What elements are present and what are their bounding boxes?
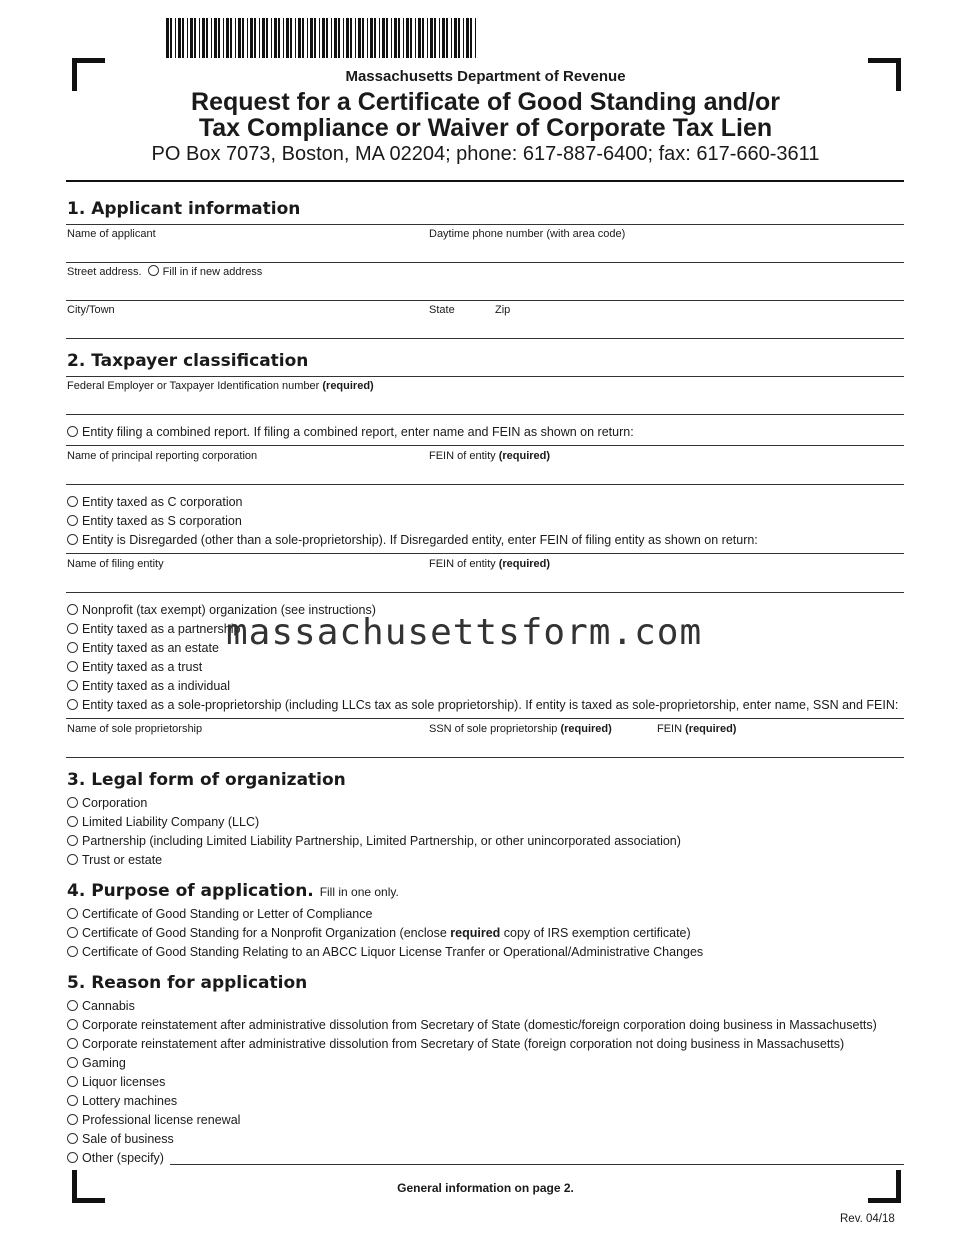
radio-icon[interactable] [67, 1000, 78, 1011]
fein-field[interactable] [66, 414, 904, 415]
rule [66, 376, 904, 377]
state-label: State [429, 304, 455, 316]
fein-entity-label [429, 450, 550, 462]
option-label: Lottery machines [82, 1094, 178, 1108]
radio-icon[interactable] [67, 642, 78, 653]
reason-reinstatement-domestic[interactable] [67, 1018, 877, 1032]
combined-report-option[interactable] [67, 425, 634, 439]
principal-corp-label: Name of principal reporting corporation [67, 450, 258, 462]
barcode-bar [463, 18, 464, 58]
barcode-bar [314, 18, 316, 58]
daytime-phone-label: Daytime phone number (with area code) [429, 228, 626, 240]
barcode-bar [458, 18, 460, 58]
barcode-bar [367, 18, 368, 58]
option-label: Corporate reinstatement after administrative dissolution from Secretary of State (foreign corporation not doing business in Massachusetts) [82, 1037, 845, 1051]
barcode-bar [326, 18, 328, 58]
s-corp-option[interactable] [67, 514, 242, 528]
applicant-name-label: Name of applicant [67, 228, 156, 240]
barcode-bar [266, 18, 268, 58]
ssn-label-text: SSN of sole proprietorship [429, 723, 558, 735]
option-label: Entity taxed as a sole-proprietorship (including LLCs tax as sole proprietorship). If entity is taxed as sole-proprietorship, enter name, SSN and FEIN: [82, 698, 899, 712]
barcode-bar [218, 18, 220, 58]
barcode-bar [350, 18, 352, 58]
barcode-bar [398, 18, 400, 58]
barcode-bar [214, 18, 217, 58]
principal-corp-field[interactable] [66, 484, 904, 485]
section4-heading [67, 881, 399, 901]
radio-icon[interactable] [67, 1114, 78, 1125]
legal-form-corporation[interactable] [67, 796, 147, 810]
reason-cannabis[interactable] [67, 999, 135, 1013]
required-marker: (required) [685, 723, 737, 735]
option-label: Certificate of Good Standing Relating to an ABCC Liquor License Tranfer or Operational/Administrative Changes [82, 945, 704, 959]
required-marker: (required) [498, 558, 551, 570]
form-title-line2: Tax Compliance or Waiver of Corporate Tax Lien [198, 114, 773, 142]
barcode-bar [391, 18, 392, 58]
option-label: Partnership (including Limited Liability Partnership, Limited Partnership, or other unincorporated association) [82, 834, 681, 848]
radio-icon[interactable] [67, 908, 78, 919]
sole-name-label: Name of sole proprietorship [67, 723, 203, 735]
barcode-bar [410, 18, 412, 58]
zip-label: Zip [495, 304, 511, 316]
purpose-good-standing[interactable] [67, 907, 372, 921]
required-emphasis: required [450, 926, 501, 940]
barcode-bar [247, 18, 248, 58]
barcode-bar [338, 18, 340, 58]
barcode-bar [331, 18, 332, 58]
other-specify-field[interactable] [170, 1164, 904, 1165]
barcode-bar [355, 18, 356, 58]
barcode-bar [238, 18, 241, 58]
barcode-bar [403, 18, 404, 58]
option-label: Limited Liability Company (LLC) [82, 815, 260, 829]
radio-icon[interactable] [67, 1095, 78, 1106]
option-label: Other (specify) [82, 1151, 164, 1165]
barcode-bar [283, 18, 284, 58]
barcode-bar [343, 18, 344, 58]
section5-heading: 5. Reason for application [67, 973, 308, 993]
option-label: Cannabis [82, 999, 135, 1013]
barcode-bar [206, 18, 208, 58]
fein-entity-text: FEIN of entity [429, 450, 496, 462]
option-label: Entity taxed as S corporation [82, 514, 242, 528]
option-label: Gaming [82, 1056, 126, 1070]
barcode-bar [434, 18, 436, 58]
radio-icon[interactable] [67, 515, 78, 526]
new-address-radio[interactable] [148, 265, 159, 276]
reason-sale-of-business[interactable] [67, 1132, 174, 1146]
option-label: Liquor licenses [82, 1075, 166, 1089]
c-corp-option[interactable] [67, 495, 243, 509]
barcode-bar [307, 18, 308, 58]
radio-icon[interactable] [67, 604, 78, 615]
new-address-text: Fill in if new address [162, 266, 263, 278]
section4-heading-text: 4. Purpose of application. [67, 881, 314, 901]
barcode-bar [446, 18, 448, 58]
legal-form-partnership[interactable] [67, 834, 681, 848]
barcode-bar [170, 18, 172, 58]
option-label: Entity taxed as a trust [82, 660, 203, 674]
fein-entity-text: FEIN of entity [429, 558, 496, 570]
barcode-bar [175, 18, 176, 58]
reason-reinstatement-foreign[interactable] [67, 1037, 844, 1051]
barcode-bar [415, 18, 416, 58]
barcode-bar [451, 18, 452, 58]
purpose-nonprofit[interactable] [67, 926, 691, 940]
applicant-name-field[interactable] [66, 262, 904, 263]
option-label: Entity is Disregarded (other than a sole-proprietorship). If Disregarded entity, enter FEIN of filing entity as shown on return: [82, 533, 758, 547]
reason-other[interactable] [67, 1151, 164, 1165]
radio-icon[interactable] [67, 797, 78, 808]
ssn-label [429, 723, 612, 735]
individual-option[interactable] [67, 679, 230, 693]
barcode-bar [211, 18, 212, 58]
required-marker: (required) [322, 380, 374, 392]
reason-liquor[interactable] [67, 1075, 165, 1089]
disregarded-option[interactable] [67, 533, 758, 547]
contact-address: PO Box 7073, Boston, MA 02204; phone: 617-887-6400; fax: 617-660-3611 [151, 143, 820, 165]
barcode-bar [286, 18, 289, 58]
revision-date: Rev. 04/18 [840, 1213, 895, 1225]
radio-icon[interactable] [67, 534, 78, 545]
fein-entity-label-2 [429, 558, 550, 570]
barcode-bar [470, 18, 472, 58]
form-title-line1: Request for a Certificate of Good Standing and/or [191, 88, 780, 116]
barcode-bar [182, 18, 184, 58]
radio-icon[interactable] [67, 1133, 78, 1144]
department-name: Massachusetts Department of Revenue [345, 68, 626, 85]
rule [66, 553, 904, 554]
barcode-bar [259, 18, 260, 58]
fein-short-label [657, 723, 736, 735]
barcode-bar [386, 18, 388, 58]
filing-entity-field[interactable] [66, 592, 904, 593]
barcode-bar [194, 18, 196, 58]
watermark: massachusettsform.com [226, 612, 703, 653]
sole-proprietorship-option[interactable] [67, 698, 898, 712]
barcode-bar [406, 18, 409, 58]
barcode-bar [226, 18, 229, 58]
radio-icon[interactable] [67, 1057, 78, 1068]
fein-label-text: Federal Employer or Taxpayer Identification number [67, 380, 320, 392]
radio-icon[interactable] [67, 854, 78, 865]
radio-icon[interactable] [67, 1076, 78, 1087]
barcode-bar [190, 18, 193, 58]
barcode-bar [310, 18, 313, 58]
barcode-bar [298, 18, 301, 58]
partnership-option[interactable] [67, 622, 240, 636]
radio-icon[interactable] [67, 1019, 78, 1030]
radio-icon[interactable] [67, 680, 78, 691]
barcode-bar [302, 18, 304, 58]
city-field[interactable] [66, 338, 904, 339]
option-label-cont: copy of IRS exemption certificate) [503, 926, 691, 940]
required-marker: (required) [560, 723, 612, 735]
option-label: Corporation [82, 796, 148, 810]
fein-short-text: FEIN [657, 723, 683, 735]
barcode-bar [394, 18, 397, 58]
option-label: Entity taxed as C corporation [82, 495, 243, 509]
reason-lottery[interactable] [67, 1094, 177, 1108]
barcode-bar [322, 18, 325, 58]
barcode-bar [178, 18, 181, 58]
barcode [166, 18, 480, 58]
barcode-bar [262, 18, 265, 58]
legal-form-llc[interactable] [67, 815, 259, 829]
filing-entity-label: Name of filing entity [67, 558, 164, 570]
section3-heading: 3. Legal form of organization [67, 770, 346, 790]
option-label: Certificate of Good Standing for a Nonprofit Organization (enclose [82, 926, 447, 940]
radio-icon[interactable] [67, 496, 78, 507]
legal-form-trust[interactable] [67, 853, 162, 867]
estate-option[interactable] [67, 641, 219, 655]
barcode-bar [466, 18, 469, 58]
barcode-bar [418, 18, 421, 58]
street-address-field[interactable] [66, 300, 904, 301]
barcode-bar [334, 18, 337, 58]
barcode-bar [199, 18, 200, 58]
barcode-bar [430, 18, 433, 58]
option-label: Trust or estate [82, 853, 163, 867]
fein-label [67, 380, 374, 392]
barcode-bar [290, 18, 292, 58]
radio-icon[interactable] [67, 426, 78, 437]
barcode-bar [187, 18, 188, 58]
sole-proprietorship-field[interactable] [66, 757, 904, 758]
option-label: Sale of business [82, 1132, 174, 1146]
barcode-bar [230, 18, 232, 58]
barcode-bar [242, 18, 244, 58]
radio-icon[interactable] [67, 623, 78, 634]
barcode-bar [362, 18, 364, 58]
option-label: Entity taxed as an estate [82, 641, 219, 655]
radio-icon[interactable] [67, 816, 78, 827]
street-address-text: Street address. [67, 266, 142, 278]
option-label: Entity taxed as a individual [82, 679, 231, 693]
barcode-bar [358, 18, 361, 58]
rule [66, 445, 904, 446]
city-label: City/Town [67, 304, 115, 316]
barcode-bar [202, 18, 205, 58]
required-marker: (required) [498, 450, 551, 462]
radio-icon[interactable] [67, 1152, 78, 1163]
barcode-bar [271, 18, 272, 58]
radio-icon[interactable] [67, 946, 78, 957]
barcode-bar [439, 18, 440, 58]
barcode-bar [370, 18, 373, 58]
barcode-bar [374, 18, 376, 58]
section4-subheading: Fill in one only. [319, 885, 399, 899]
trust-option[interactable] [67, 660, 202, 674]
barcode-bar [250, 18, 253, 58]
option-label: Certificate of Good Standing or Letter of Compliance [82, 907, 373, 921]
barcode-bar [442, 18, 445, 58]
section1-heading: 1. Applicant information [67, 199, 301, 219]
rule [66, 718, 904, 719]
street-address-label [67, 265, 262, 278]
rule [66, 224, 904, 225]
purpose-abcc[interactable] [67, 945, 703, 959]
barcode-bar [475, 18, 476, 58]
radio-icon[interactable] [67, 699, 78, 710]
barcode-bar [223, 18, 224, 58]
barcode-bar [422, 18, 424, 58]
option-label: Entity taxed as a partnership [82, 622, 241, 636]
barcode-bar [166, 18, 169, 58]
option-label: Nonprofit (tax exempt) organization (see instructions) [82, 603, 376, 617]
header-divider [66, 180, 904, 182]
barcode-bar [235, 18, 236, 58]
barcode-bar [295, 18, 296, 58]
barcode-bar [427, 18, 428, 58]
reason-gaming[interactable] [67, 1056, 126, 1070]
option-label: Entity filing a combined report. If filing a combined report, enter name and FEIN as shown on return: [82, 425, 634, 439]
general-info-note: General information on page 2. [397, 1181, 574, 1195]
barcode-bar [319, 18, 320, 58]
radio-icon[interactable] [67, 835, 78, 846]
barcode-bar [278, 18, 280, 58]
option-label: Corporate reinstatement after administrative dissolution from Secretary of State (domestic/foreign corporation doing business in Massachusetts) [82, 1018, 877, 1032]
barcode-bar [382, 18, 385, 58]
barcode-bar [274, 18, 277, 58]
barcode-bar [346, 18, 349, 58]
radio-icon[interactable] [67, 661, 78, 672]
section2-heading: 2. Taxpayer classification [67, 351, 309, 371]
radio-icon[interactable] [67, 927, 78, 938]
reason-professional-license[interactable] [67, 1113, 240, 1127]
barcode-bar [454, 18, 457, 58]
radio-icon[interactable] [67, 1038, 78, 1049]
option-label: Professional license renewal [82, 1113, 241, 1127]
barcode-bar [254, 18, 256, 58]
barcode-bar [379, 18, 380, 58]
